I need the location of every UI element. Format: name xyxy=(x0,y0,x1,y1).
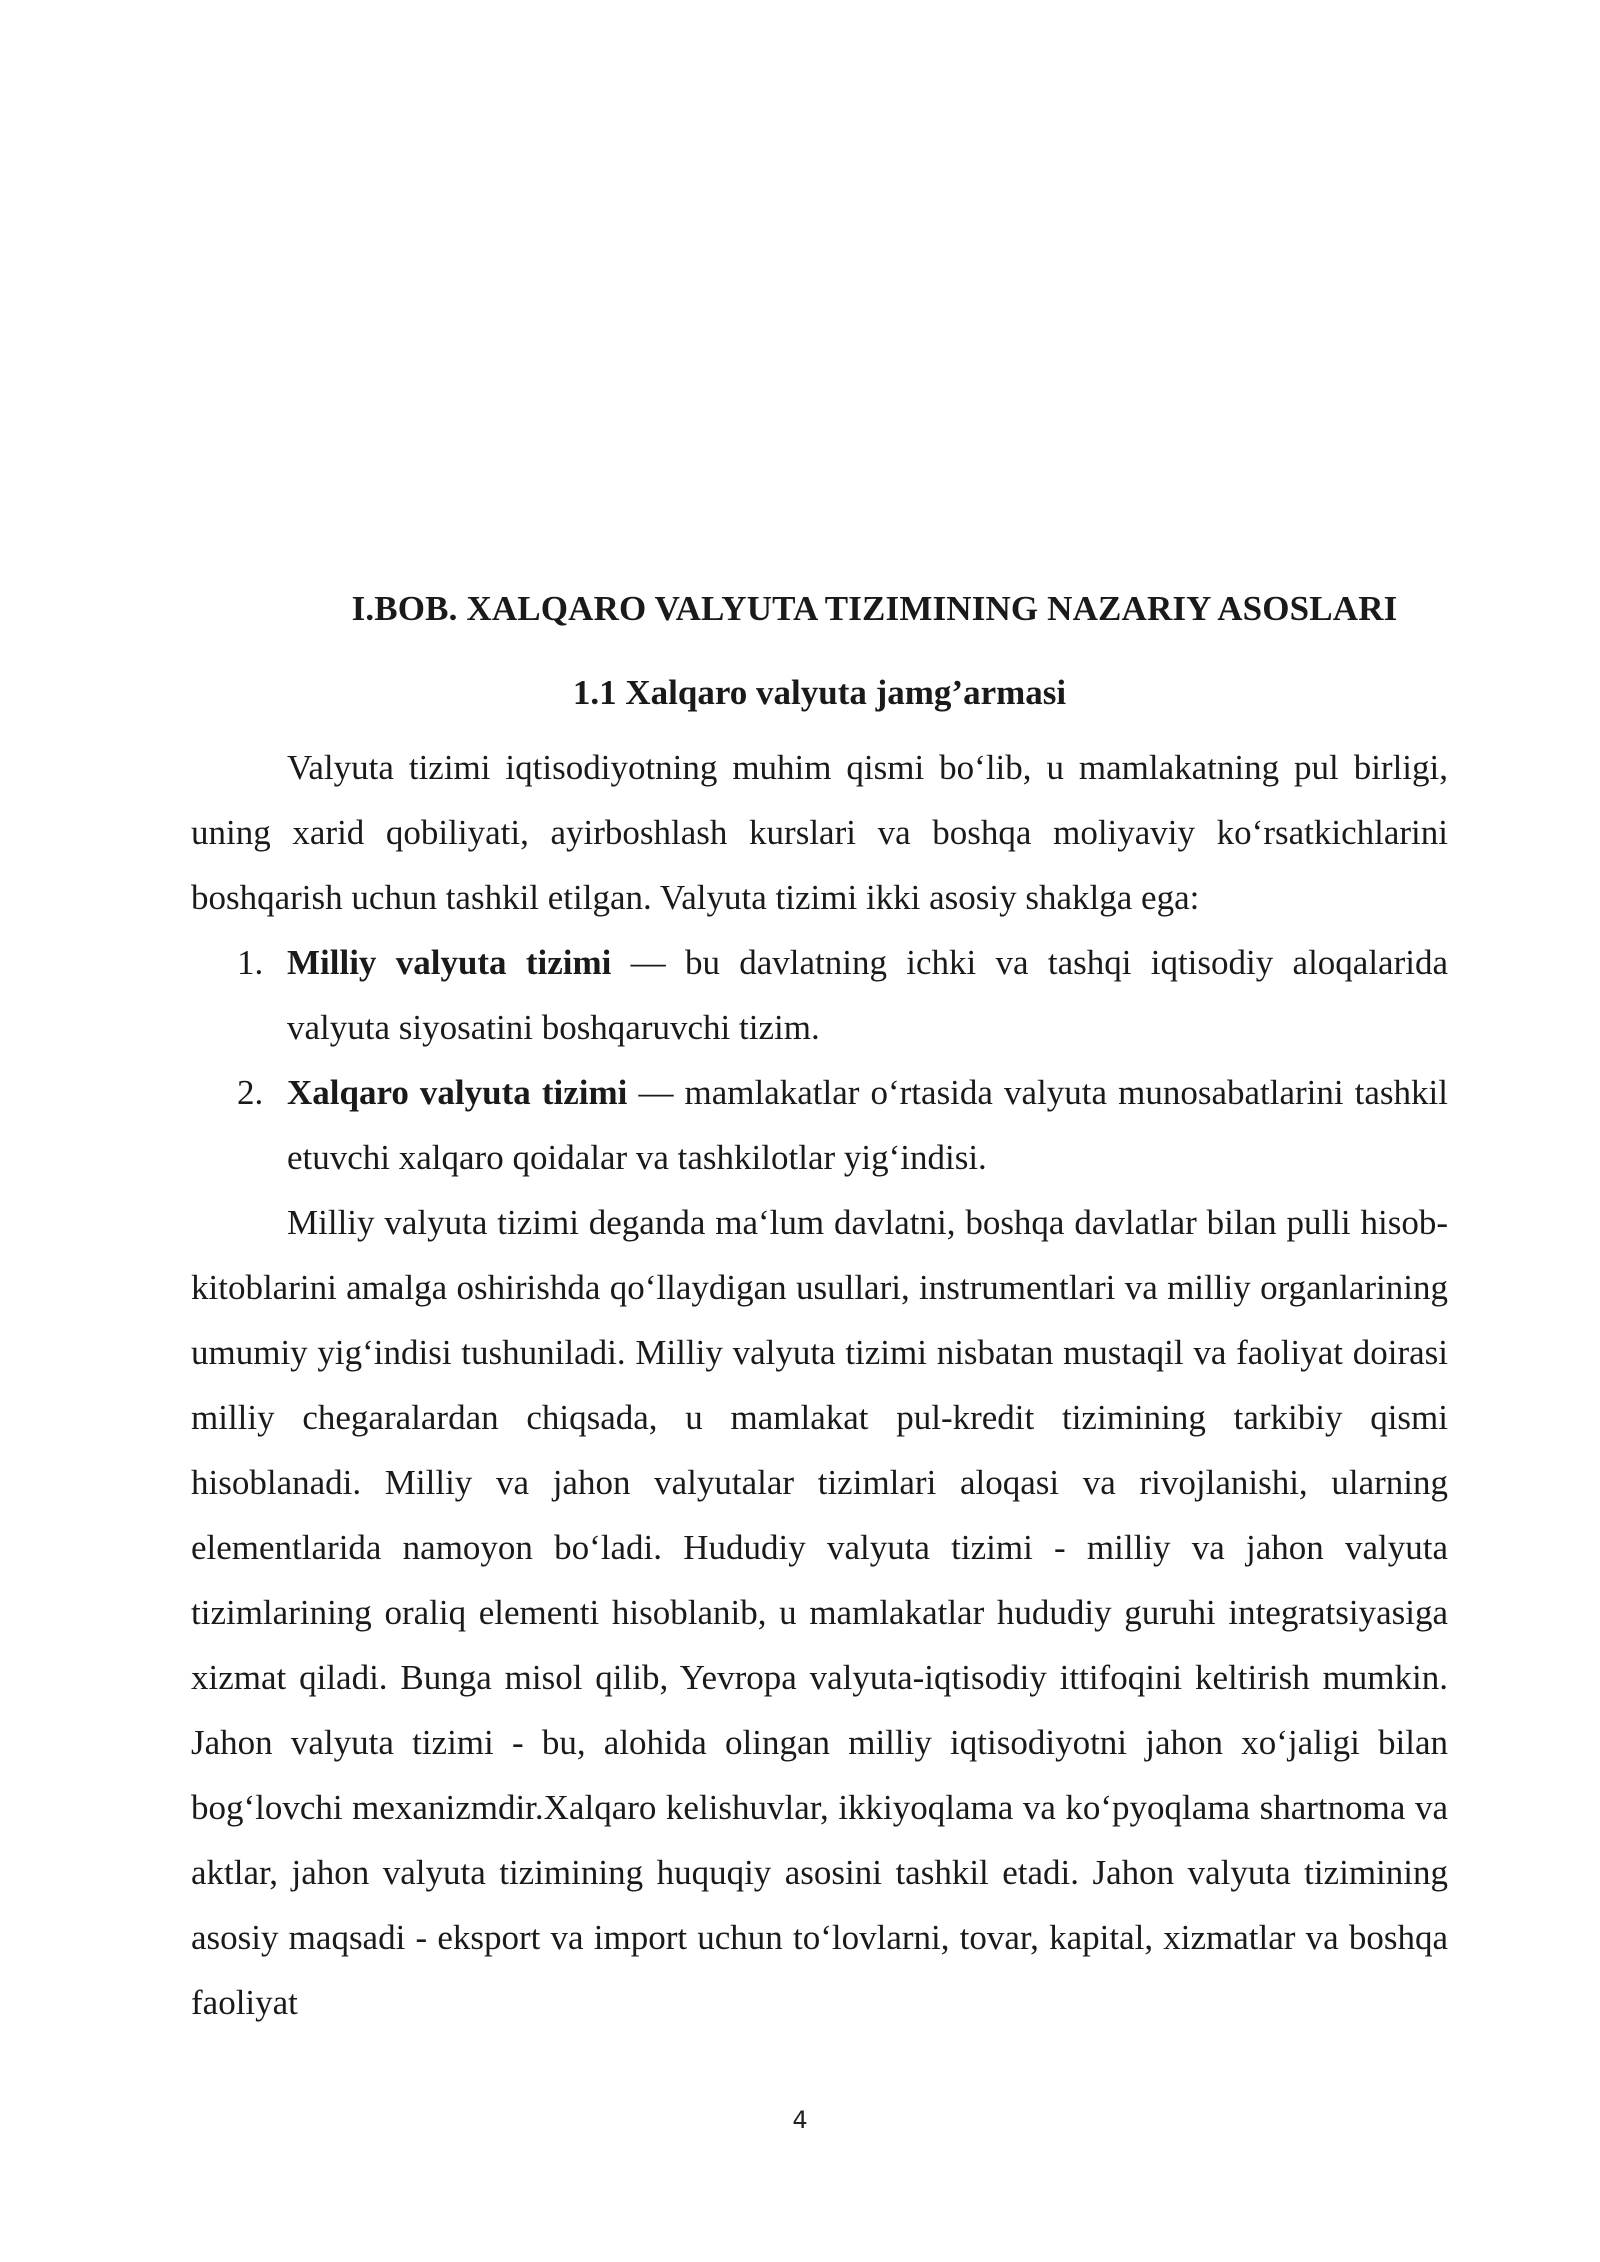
list-item-number: 1. xyxy=(237,943,264,982)
list-item xyxy=(191,930,1448,1060)
numbered-list xyxy=(191,930,1448,1190)
main-paragraph: Milliy valyuta tizimi deganda ma‘lum davlatni, boshqa davlatlar bilan pulli hisob-kitoblarini amalga oshirishda qo‘llaydigan usullari, instrumentlari va milliy organlarining umumiy yig‘indisi tushuniladi. Milliy valyuta tizimi nisbatan mustaqil va faoliyat doirasi milliy chegaralardan chiqsada, u mamlakat pul-kredit tizimining tarkibiy qismi hisoblanadi. Milliy va jahon valyutalar tizimlari aloqasi va rivojlanishi, ularning elementlarida namoyon bo‘ladi. Hududiy valyuta tizimi - milliy va jahon valyuta tizimlarining oraliq elementi hisoblanib, u mamlakatlar hududiy guruhi integratsiyasiga xizmat qiladi. Bunga misol qilib, Yevropa valyuta-iqtisodiy ittifoqini keltirish mumkin. Jahon valyuta tizimi - bu, alohida olingan milliy iqtisodiyotni jahon xo‘jaligi bilan bog‘lovchi mexanizmdir.Xalqaro kelishuvlar, ikkiyoqlama va ko‘pyoqlama shartnoma va aktlar, jahon valyuta tizimining huquqiy asosini tashkil etadi. Jahon valyuta tizimining asosiy maqsadi - eksport va import uchun to‘lovlarni, tovar, kapital, xizmatlar va boshqa faoliyat xyxy=(191,1203,1448,2022)
section-title: 1.1 Xalqaro valyuta jamg’armasi xyxy=(572,673,1067,712)
list-item-term: Milliy valyuta tizimi xyxy=(287,943,612,982)
intro-paragraph: Valyuta tizimi iqtisodiyotning muhim qismi bo‘lib, u mamlakatning pul birligi, uning xarid qobiliyati, ayirboshlash kurslari va boshqa moliyaviy ko‘rsatkichlarini boshqarish uchun tashkil etilgan. Valyuta tizimi ikki asosiy shaklga ega: xyxy=(191,748,1448,917)
page-number: 4 xyxy=(792,2106,808,2134)
list-item-number: 2. xyxy=(237,1073,264,1112)
chapter-title: I.BOB. XALQARO VALYUTA TIZIMINING NAZARIY ASOSLARI xyxy=(351,589,1398,628)
list-item-term: Xalqaro valyuta tizimi xyxy=(287,1073,628,1112)
list-item-text: — mamlakatlar o‘rtasida valyuta munosabatlarini tashkil etuvchi xalqaro qoidalar va tashkilotlar yig‘indisi. xyxy=(287,1073,1448,1177)
list-item xyxy=(191,1060,1448,1190)
list-item-text: — bu davlatning ichki va tashqi iqtisodiy aloqalarida valyuta siyosatini boshqaruvchi tizim. xyxy=(287,943,1448,1047)
body-text xyxy=(191,735,1448,2035)
